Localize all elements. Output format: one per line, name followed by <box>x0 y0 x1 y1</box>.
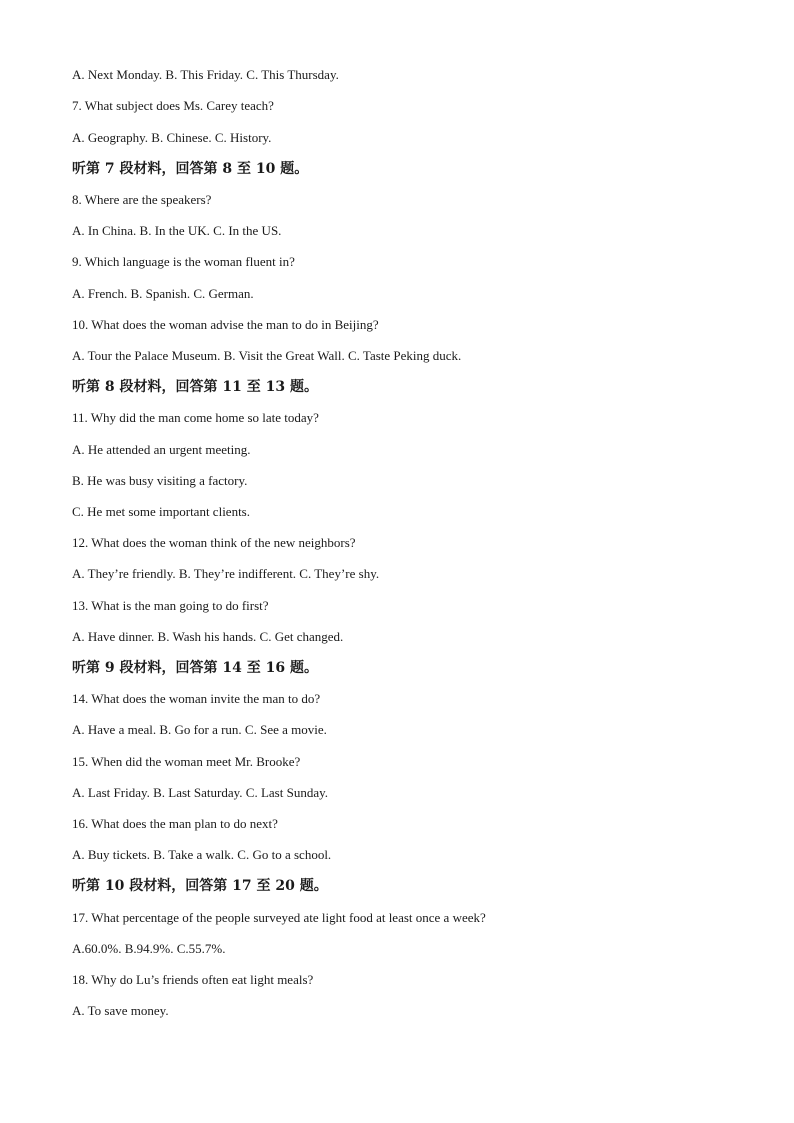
question-15: 15. When did the woman meet Mr. Brooke? <box>72 754 301 769</box>
question-12: 12. What does the woman think of the new neighbors? <box>72 535 356 550</box>
answer-options: A. In China. B. In the UK. C. In the US. <box>72 223 282 238</box>
question-14: 14. What does the woman invite the man to do? <box>72 691 321 706</box>
section-heading: 听第 8 段材料，回答第 11 至 13 题。 <box>72 379 318 395</box>
section-heading: 听第 9 段材料，回答第 14 至 16 题。 <box>72 660 318 676</box>
answer-options: A. Buy tickets. B. Take a walk. C. Go to a school. <box>72 847 332 862</box>
section-heading: 听第 10 段材料，回答第 17 至 20 题。 <box>72 878 328 894</box>
answer-options: A. French. B. Spanish. C. German. <box>72 286 254 301</box>
question-17: 17. What percentage of the people surveyed ate light food at least once a week? <box>72 910 486 925</box>
question-18: 18. Why do Lu’s friends often eat light meals? <box>72 972 314 987</box>
answer-option-a: A. He attended an urgent meeting. <box>72 442 251 457</box>
section-heading: 听第 7 段材料，回答第 8 至 10 题。 <box>72 161 309 177</box>
question-10: 10. What does the woman advise the man to do in Beijing? <box>72 317 379 332</box>
question-9: 9. Which language is the woman fluent in? <box>72 254 295 269</box>
answer-option-c: C. He met some important clients. <box>72 504 250 519</box>
question-13: 13. What is the man going to do first? <box>72 598 269 613</box>
question-11: 11. Why did the man come home so late today? <box>72 410 319 425</box>
answer-options: A. Have a meal. B. Go for a run. C. See a movie. <box>72 722 327 737</box>
answer-options: A. Have dinner. B. Wash his hands. C. Get changed. <box>72 629 344 644</box>
question-8: 8. Where are the speakers? <box>72 192 212 207</box>
answer-option-a: A. To save money. <box>72 1003 169 1018</box>
answer-options: A. Last Friday. B. Last Saturday. C. Last Sunday. <box>72 785 328 800</box>
answer-options: A. Tour the Palace Museum. B. Visit the Great Wall. C. Taste Peking duck. <box>72 348 462 363</box>
answer-options: A. Next Monday. B. This Friday. C. This Thursday. <box>72 67 339 82</box>
answer-options: A.60.0%. B.94.9%. C.55.7%. <box>72 941 226 956</box>
answer-options: A. They’re friendly. B. They’re indifferent. C. They’re shy. <box>72 566 380 581</box>
answer-option-b: B. He was busy visiting a factory. <box>72 473 248 488</box>
question-7: 7. What subject does Ms. Carey teach? <box>72 98 274 113</box>
answer-options: A. Geography. B. Chinese. C. History. <box>72 130 272 145</box>
question-16: 16. What does the man plan to do next? <box>72 816 278 831</box>
